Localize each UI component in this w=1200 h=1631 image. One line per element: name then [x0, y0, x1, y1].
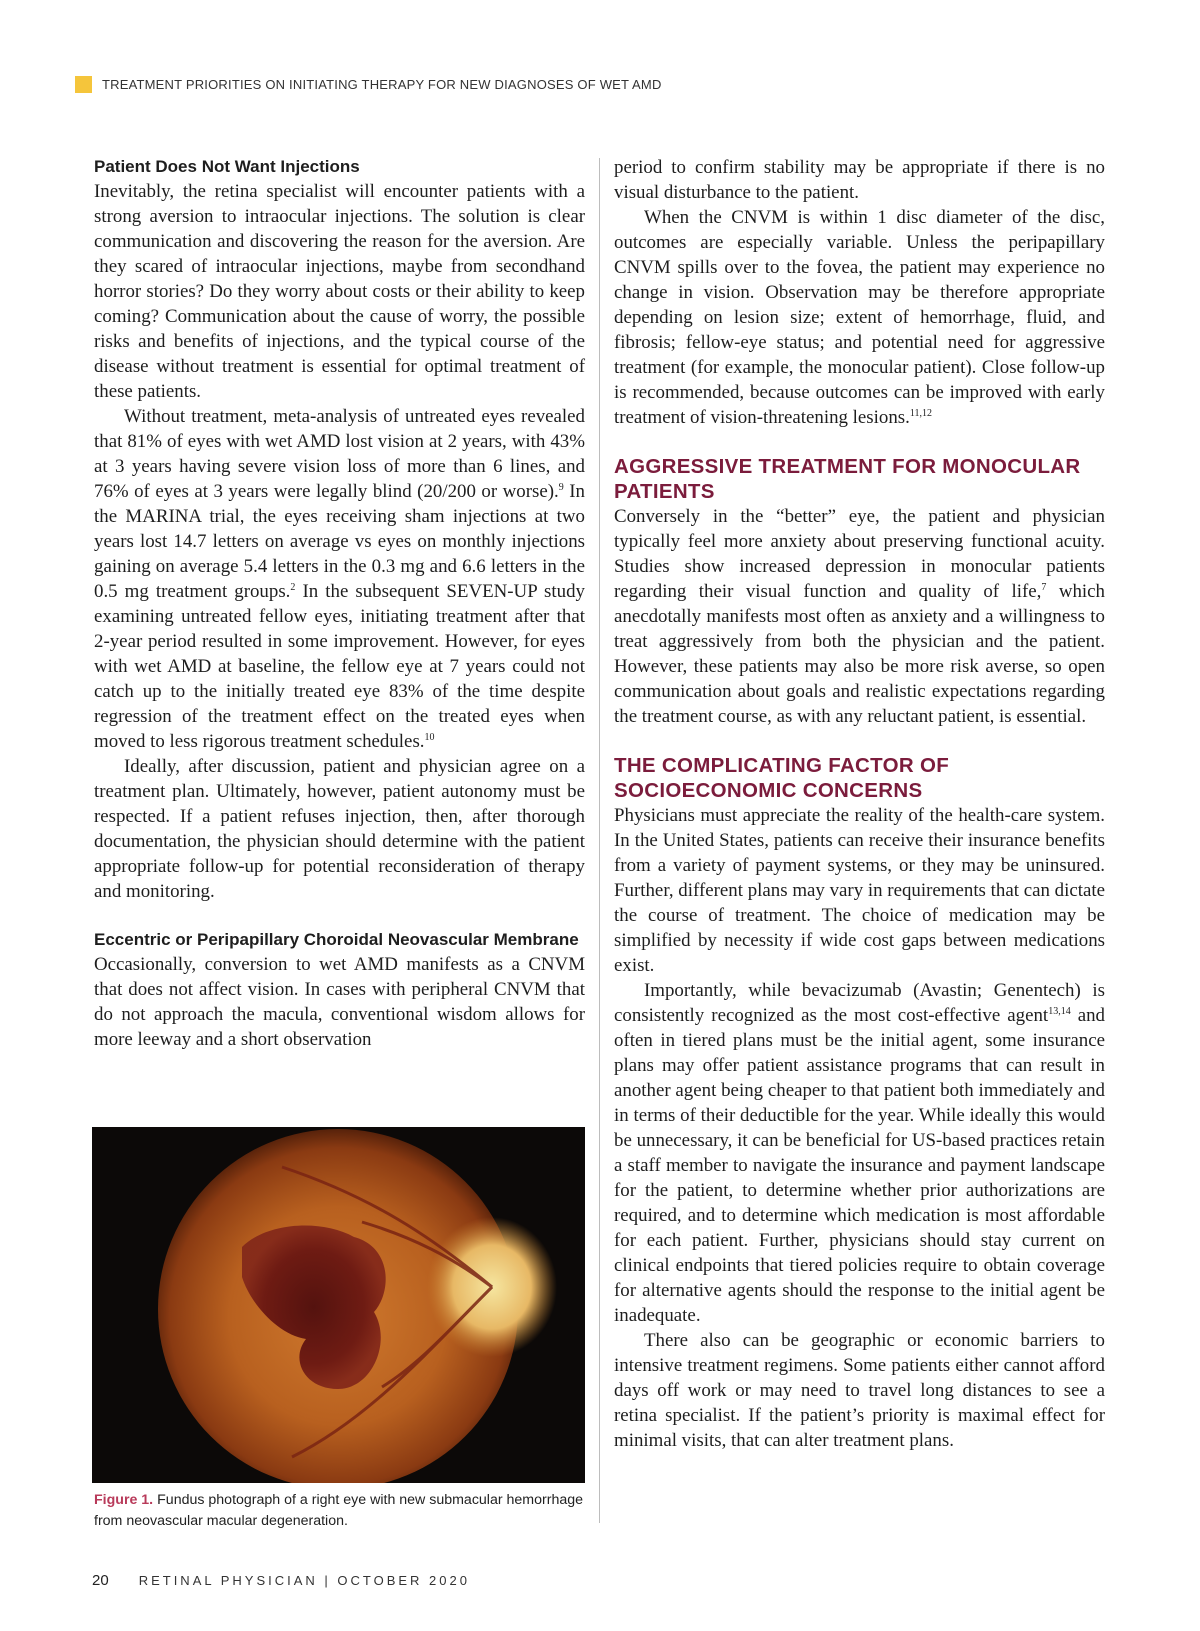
- reference-10: 10: [424, 732, 435, 743]
- right-column: [614, 155, 1105, 1453]
- paragraph-bevacizumab: [614, 978, 1105, 1328]
- text-segment: Without treatment, meta-analysis of untreated eyes revealed that 81% of eyes with wet AMD lost vision at 2 years, with 43% at 3 years having severe vision loss of more than 6 lines, and 76% of eyes at 3 years were legally blind (20/200 or worse).: [94, 406, 585, 502]
- running-header: [75, 74, 662, 94]
- reference-7: 7: [1041, 582, 1047, 593]
- fundus-photograph: [92, 1127, 585, 1483]
- paragraph-better-eye: [614, 504, 1105, 729]
- subhead-injections: Patient Does Not Want Injections: [94, 157, 360, 176]
- page-number: 20: [92, 1572, 109, 1589]
- text-segment: When the CNVM is within 1 disc diameter of the disc, outcomes are especially variable. Unless the peripapillary CNVM spills over to the fovea, the patient may experience no change in vision. Observation may be therefore appropriate depending on lesion size; extent of hemorrhage, fluid, and fibrosis; fellow-eye status; and potential need for aggressive treatment (for example, the monocular patient). Close follow-up is recommended, because outcomes can be improved with early treatment of vision-threatening lesions.: [614, 207, 1105, 428]
- text-segment: In the subsequent SEVEN-UP study examining untreated fellow eyes, initiating treatment after that 2-year period resulted in some improvement. However, for eyes with wet AMD at baseline, the fellow eye at 7 years could not catch up to the initially treated eye 83% of the time despite regression of the treatment effect on the treated eyes when moved to less rigorous treatment schedules.: [94, 581, 585, 752]
- paragraph-disc-diameter: [614, 205, 1105, 430]
- reference-2: 2: [290, 582, 296, 593]
- reference-11-12: 11,12: [909, 408, 933, 419]
- text-segment: In the MARINA trial, the eyes receiving sham injections at two years lost 14.7 letters on average vs eyes on monthly injections gaining on average 5.4 letters in the 0.3 mg and 6.6 letters in the 0.5 mg treatment groups.: [94, 481, 585, 602]
- fundus-image: [92, 1127, 585, 1483]
- page-footer: [92, 1572, 470, 1589]
- publication-line: RETINAL PHYSICIAN | OCTOBER 2020: [138, 1573, 470, 1588]
- running-title: TREATMENT PRIORITIES ON INITIATING THERAPY FOR NEW DIAGNOSES OF WET AMD: [102, 76, 662, 92]
- text-segment: Conversely in the “better” eye, the patient and physician typically feel more anxiety about preserving functional acuity. Studies show increased depression in monocular patients regarding their visual function and quality of life,: [614, 506, 1105, 602]
- paragraph-occasionally: Occasionally, conversion to wet AMD manifests as a CNVM that does not affect vision. In cases with peripheral CNVM that do not approach the macula, conventional wisdom allows for more leeway and a short observation: [94, 954, 585, 1050]
- figure-caption-text: Fundus photograph of a right eye with new submacular hemorrhage from neovascular macular degeneration.: [94, 1492, 584, 1529]
- left-column: [94, 155, 585, 1052]
- paragraph-continuation: period to confirm stability may be appropriate if there is no visual disturbance to the patient.: [614, 157, 1105, 203]
- reference-13-14: 13,14: [1048, 1006, 1071, 1017]
- header-marker: [75, 76, 92, 93]
- column-divider: [599, 158, 600, 1523]
- paragraph-without-treatment: [94, 404, 585, 754]
- paragraph-health-care: Physicians must appreciate the reality of the health-care system. In the United States, patients can receive their insurance benefits from a variety of payment systems, or they may be uninsured. Further, different plans may vary in requirements that can dictate the course of treatment. The choice of medication may be simplified by necessity if wide cost gaps between medications exist.: [614, 805, 1105, 976]
- paragraph-barriers: There also can be geographic or economic barriers to intensive treatment regimens. Some patients either cannot afford days off work or may need to travel long distances to see a retina specialist. If the patient’s priority is maximal effect for minimal visits, that can alter treatment plans.: [614, 1330, 1105, 1451]
- figure-label: Figure 1.: [94, 1492, 154, 1508]
- text-segment: and often in tiered plans must be the initial agent, some insurance plans may offer patient assistance programs that can result in another agent being cheaper to that patient both immediately and in terms of their deductible for the year. While ideally this would be unnecessary, it can be beneficial for US-based practices retain a staff member to navigate the insurance and payment landscape for the patient, to determine whether prior authorizations are required, and to determine which medication is most affordable for each patient. Further, physicians should stay current on clinical endpoints that tiered policies require to obtain coverage for alternative agents should the response to the initial agent be inadequate.: [614, 1005, 1105, 1326]
- subhead-peripapillary: Eccentric or Peripapillary Choroidal Neovascular Membrane: [94, 930, 579, 949]
- paragraph-aversion: Inevitably, the retina specialist will encounter patients with a strong aversion to intraocular injections. The solution is clear communication and discovering the reason for the aversion. Are they scared of intraocular injections, maybe from secondhand horror stories? Do they worry about costs or their ability to keep coming? Communication about the cause of worry, the possible risks and benefits of injections, and the typical course of the disease without treatment is essential for optimal treatment of these patients.: [94, 181, 585, 402]
- text-segment: which anecdotally manifests most often as anxiety and a willingness to treat aggressively from both the physician and the patient. However, these patients may also be more risk averse, so open communication about goals and realistic expectations regarding the treatment course, as with any reluctant patient, is essential.: [614, 581, 1105, 727]
- text-segment: Importantly, while bevacizumab (Avastin; Genentech) is consistently recognized as the most cost-effective agent: [614, 980, 1105, 1026]
- section-heading-monocular: AGGRESSIVE TREATMENT FOR MONOCULAR PATIENTS: [614, 455, 1081, 503]
- figure-caption: [94, 1490, 594, 1532]
- paragraph-autonomy: Ideally, after discussion, patient and physician agree on a treatment plan. Ultimately, however, patient autonomy must be respected. If a patient refuses injection, then, after thorough documentation, the physician should determine with the patient appropriate follow-up for potential reconsideration of therapy and monitoring.: [94, 756, 585, 902]
- section-heading-socioeconomic: THE COMPLICATING FACTOR OF SOCIOECONOMIC CONCERNS: [614, 754, 950, 802]
- reference-9: 9: [558, 482, 564, 493]
